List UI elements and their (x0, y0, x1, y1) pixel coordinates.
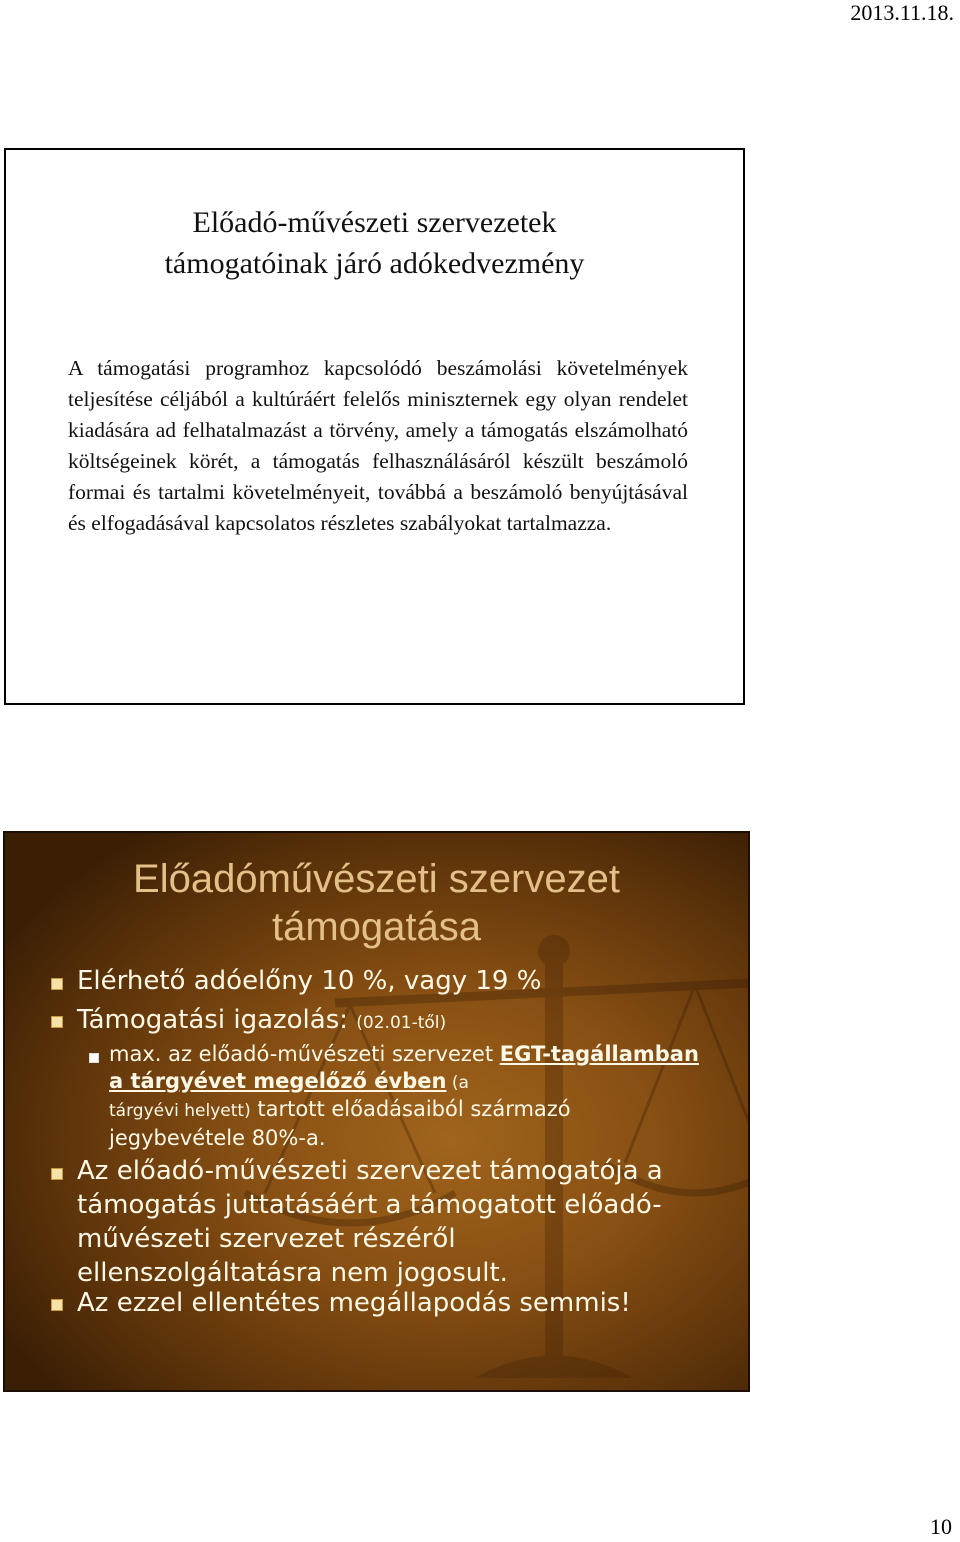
slide-1-title (6, 202, 743, 284)
bullet-icon (51, 1299, 63, 1311)
bullet-certificate-date: (02.01-től) (356, 1013, 447, 1033)
slide-2-title-line-1: Előadóművészeti szervezet (133, 857, 620, 901)
bullet-icon (51, 1016, 63, 1028)
slide-1-body: A támogatási programhoz kapcsolódó beszámolási követelmények teljesítése céljából a kultúráért felelős miniszternek egy olyan rendelet kiadására ad felhatalmazást a törvény, amely a támogatás elszámolható költségeinek körét, a támogatás felhasználásáról készült beszámoló formai és tartalmi követelményeit, továbbá a beszámoló benyújtásával és elfogadásával kapcsolatos részletes szabályokat tartalmazza. (68, 356, 688, 535)
sub-bullet-note: tárgyévi helyett) (109, 1101, 251, 1121)
bullet-no-consideration: Az előadó-művészeti szervezet támogatója a támogatás juttatásáért a támogatott előadó-művészeti szervezet részéről ellenszolgáltatásra nem jogosult. (77, 1156, 663, 1288)
bullet-adovantage: Elérhető adóelőny 10 %, vagy 19 % (77, 966, 542, 996)
print-date: 2013.11.18. (850, 0, 954, 25)
bullet-certificate-label: Támogatási igazolás: (77, 1005, 357, 1035)
slide-2 (3, 831, 750, 1392)
sub-bullet-prefix: max. az előadó-művészeti szervezet (109, 1042, 500, 1066)
bullet-icon (51, 1168, 63, 1180)
sub-bullet-suffix: tartott előadásaiból származó jegybevétele 80%-a. (109, 1097, 571, 1150)
sub-bullet-icon (89, 1053, 99, 1063)
slide-2-title (5, 855, 748, 951)
slide-1-title-line-2: támogatóinak járó adókedvezmény (164, 247, 585, 280)
slide-1-title-line-1: Előadó-művészeti szervezetek (192, 206, 557, 239)
bullet-void-agreement: Az ezzel ellentétes megállapodás semmis! (77, 1288, 631, 1318)
sub-bullet-note-open: (a (446, 1072, 469, 1093)
page-number: 10 (930, 1514, 952, 1539)
bullet-icon (51, 978, 63, 990)
slide-1 (4, 148, 745, 705)
bullet-certificate (77, 1003, 446, 1040)
slide-2-title-line-2: támogatása (271, 905, 482, 949)
sub-bullet-underlined: EGT-tagállamban a tárgyévet megelőző évben (109, 1042, 699, 1093)
sub-bullet-revenue (109, 1041, 699, 1151)
